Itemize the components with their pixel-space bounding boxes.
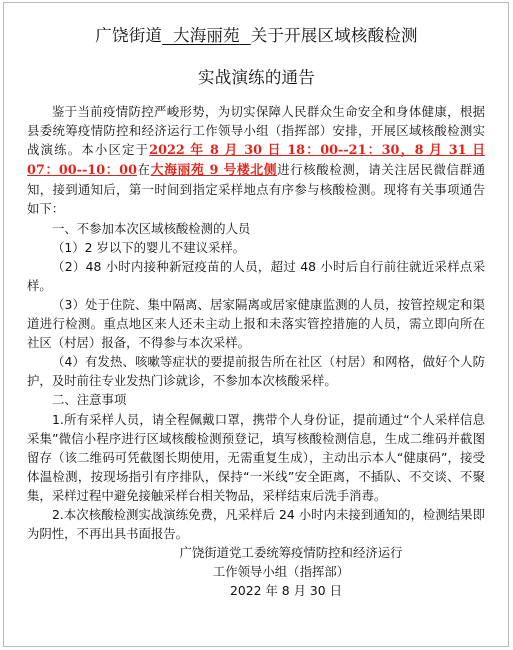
section1-heading: 一、不参加本次区域核酸检测的人员 <box>52 220 251 236</box>
section1-item-3: （3）处于住院、集中隔离、居家隔离或居家健康监测的人员，按管控规定和渠道进行检测。重点地区来人还未主动上报和未落实管控措施的人员，需立即向所在社区（村居）报备，不得参与本次采样。 <box>27 296 485 351</box>
signature-date: 2022 年 8 月 30 日 <box>229 583 343 599</box>
title-part2: 关于开展区域核酸检测 <box>250 26 418 45</box>
signature-issuer: 广饶街道党工委统筹疫情防控和经济运行 <box>179 545 403 561</box>
document-title-line1 <box>0 22 513 46</box>
section1-item-1: （1）2 岁以下的婴儿不建议采样。 <box>52 239 246 255</box>
section2-note-2: 2.本次核酸检测实战演练免费，凡采样后 24 小时内未接到通知的，检测结果即为阴性，不再出具书面报告。 <box>27 506 485 542</box>
section2-heading: 二、注意事项 <box>52 392 127 408</box>
test-time: 2022 年 8 月 30 日 18：00--21：30，8 月 31 日 07：00--10：00 <box>27 143 486 179</box>
intro-paragraph <box>27 102 485 219</box>
section2-note-1: 1.所有采样人员，请全程佩戴口罩，携带个人身份证，提前通过“个人采样信息采集”微信小程序进行区域核酸检测预登记，填写核酸检测信息，生成二维码并截图留存（该二维码可凭截图长期使用，无需重复生成），主动出示本人“健康码”，接受体温检测，按现场指引有序排队，保持“一米线”安全距离，不插队、不交谈、不聚集，采样过程中避免接触采样台相关物品，采样结束后洗手消毒。 <box>27 411 485 503</box>
document-title-line2: 实战演练的通告 <box>198 68 315 87</box>
section1-item-2: （2）48 小时内接种新冠疫苗的人员，超过 48 小时后自行前往就近采样点采样。 <box>27 258 485 293</box>
section1-item-4: （4）有发热、咳嗽等症状的要提前报告所在社区（村居）和网格，做好个人防护，及时前往专业发热门诊就诊，不参加本次核酸采样。 <box>27 354 485 389</box>
document-body <box>27 102 485 600</box>
test-place: 大海丽苑 9 号楼北侧 <box>150 163 278 179</box>
signature-group: 工作领导小组（指挥部） <box>212 564 350 580</box>
title-part1: 广饶街道 <box>95 26 163 45</box>
intro-text-1: 鉴于当前疫情防控严峻形势，为切实保障人民群众生命安全和身体健康，根据县委统筹疫情防控和经济运行工作领导小组（指挥部）安排，开展区域核酸检测实战演练。本小区定于 <box>27 104 485 158</box>
intro-text-2: 进行核酸检测，请关注居民微信群通知，接到通知后，第一时间到指定采样地点有序参与核酸检测。现将有关事项通告如下： <box>27 162 486 217</box>
title-community-blank: 大海丽苑 <box>173 26 240 45</box>
intro-text-mid: 在 <box>137 162 151 178</box>
